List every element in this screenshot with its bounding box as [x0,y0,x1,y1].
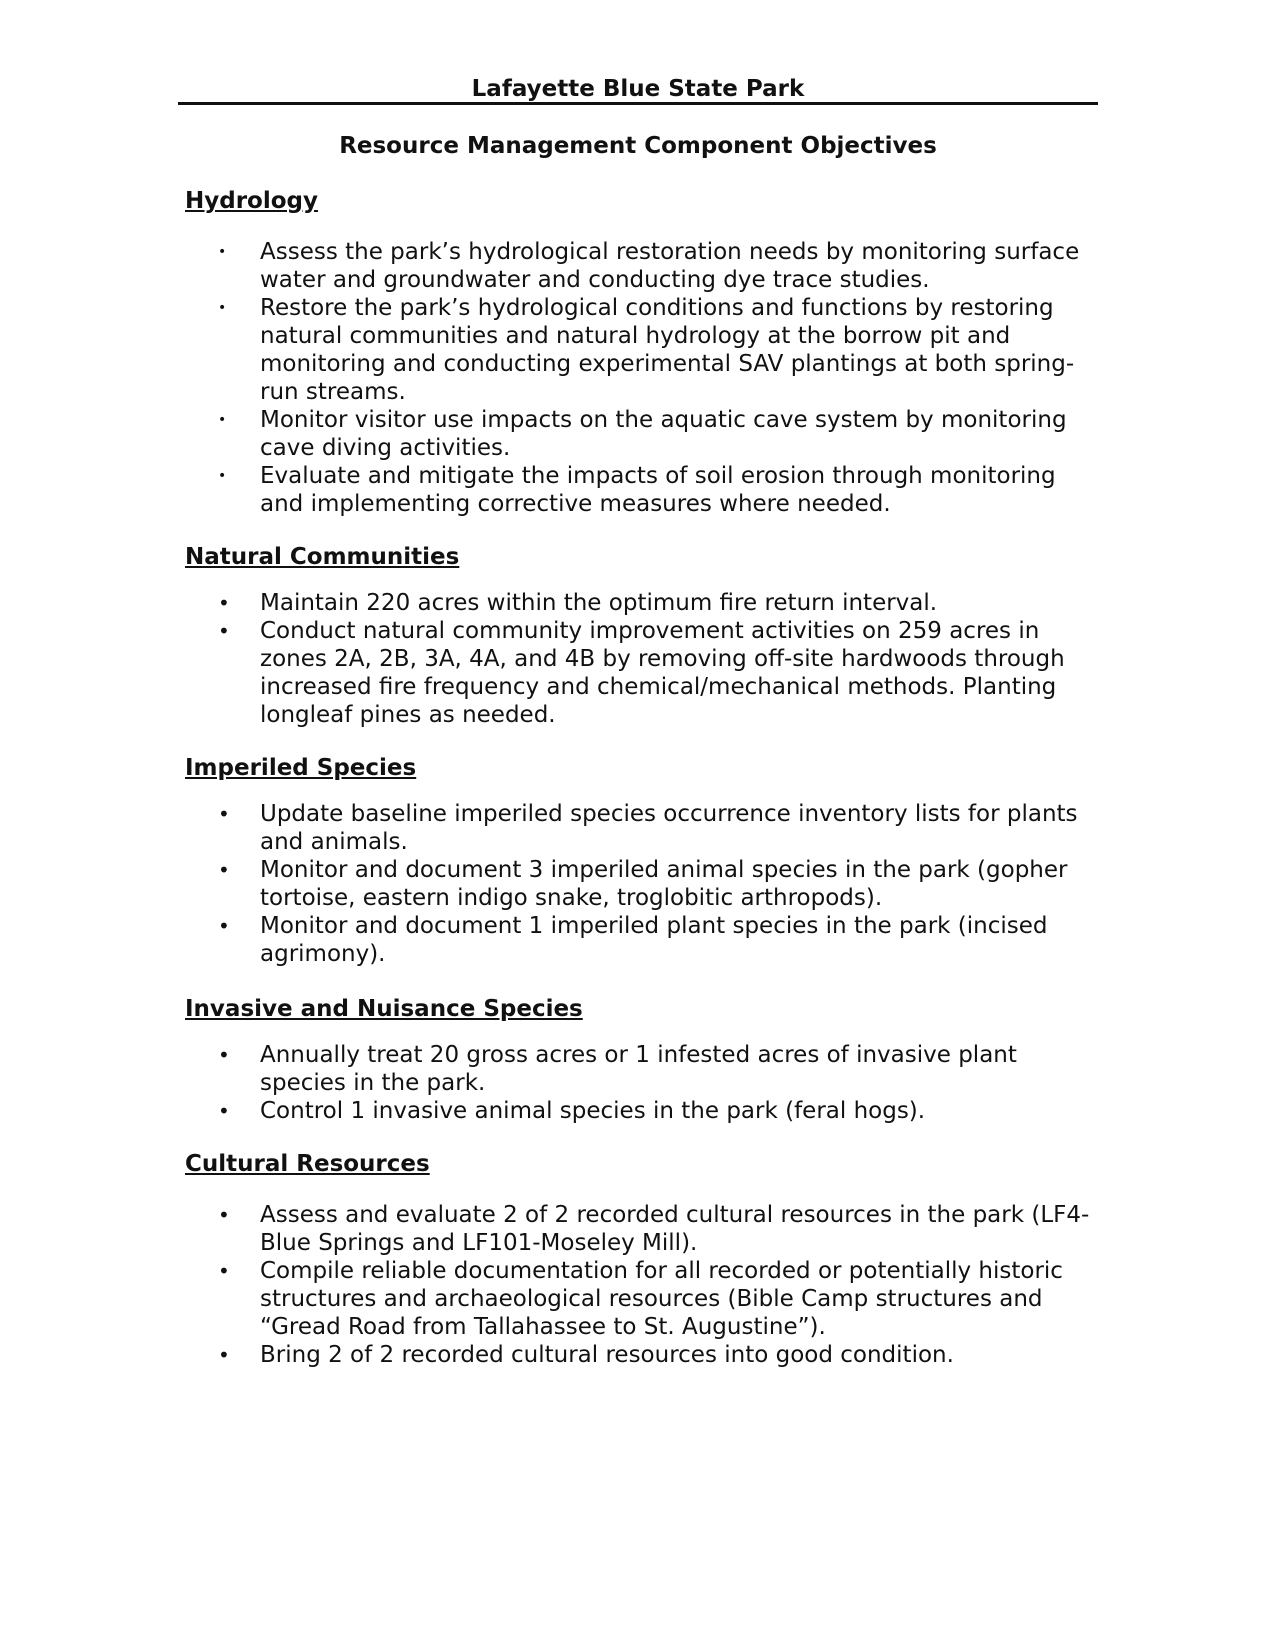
list-item-text: Monitor visitor use impacts on the aquatic cave system by monitoring cave diving activities. [260,407,1067,461]
section-natural-communities [185,542,1105,729]
bullet-icon: • [218,802,230,826]
bullet-icon: • [218,1203,230,1227]
bullet-icon: • [218,1259,230,1283]
list-item [185,800,1105,856]
bullet-list-natural-communities [185,589,1105,729]
bullet-icon: • [218,591,230,615]
document-title: Lafayette Blue State Park [471,76,805,102]
bullet-list-hydrology [185,238,1105,518]
bullet-icon: • [218,1343,230,1367]
document-subtitle: Resource Management Component Objectives [339,133,937,159]
section-heading-cultural-resources: Cultural Resources [185,1151,430,1177]
section-invasive-nuisance-species [185,994,1105,1125]
list-item-text: Control 1 invasive animal species in the park (feral hogs). [260,1098,926,1124]
list-item-text: Restore the park’s hydrological conditions and functions by restoring natural communities and natural hydrology at the borrow pit and monitoring and conducting experimental SAV plantings at both spring-run streams. [260,295,1075,405]
list-item-text: Annually treat 20 gross acres or 1 infested acres of invasive plant species in the park. [260,1042,1017,1096]
list-item-text: Assess and evaluate 2 of 2 recorded cultural resources in the park (LF4-Blue Springs and LF101-Moseley Mill). [260,1202,1090,1256]
list-item [185,589,1105,617]
bullet-list-cultural-resources [185,1201,1105,1369]
list-item [185,1257,1105,1341]
bullet-icon: • [218,914,230,938]
list-item [185,1201,1105,1257]
list-item [185,617,1105,729]
list-item [185,238,1105,294]
list-item-text: Monitor and document 1 imperiled plant species in the park (incised agrimony). [260,913,1048,967]
section-heading-invasive-nuisance-species: Invasive and Nuisance Species [185,996,583,1022]
list-item-text: Evaluate and mitigate the impacts of soil erosion through monitoring and implementing corrective measures where needed. [260,463,1056,517]
list-item-text: Assess the park’s hydrological restoration needs by monitoring surface water and groundwater and conducting dye trace studies. [260,239,1080,293]
bullet-icon: • [218,1043,230,1067]
list-item [185,294,1105,406]
bullet-icon: • [218,468,227,484]
document-body [185,186,1105,1369]
list-item-text: Compile reliable documentation for all recorded or potentially historic structures and archaeological resources (Bible Camp structures and “Gread Road from Tallahassee to St. Augustine”). [260,1258,1063,1340]
section-heading-hydrology: Hydrology [185,188,318,214]
section-hydrology [185,186,1105,518]
list-item [185,912,1105,968]
bullet-list-invasive-nuisance-species [185,1041,1105,1125]
list-item [185,1041,1105,1097]
list-item-text: Update baseline imperiled species occurrence inventory lists for plants and animals. [260,801,1078,855]
bullet-icon: • [218,1099,230,1123]
list-item-text: Monitor and document 3 imperiled animal species in the park (gopher tortoise, eastern indigo snake, troglobitic arthropods). [260,857,1068,911]
bullet-icon: • [218,300,227,316]
bullet-icon: • [218,412,227,428]
bullet-icon: • [218,244,227,260]
list-item-text: Maintain 220 acres within the optimum fire return interval. [260,590,938,616]
list-item-text: Bring 2 of 2 recorded cultural resources into good condition. [260,1342,954,1368]
section-heading-natural-communities: Natural Communities [185,544,460,570]
list-item [185,1341,1105,1369]
list-item [185,462,1105,518]
bullet-list-imperiled-species [185,800,1105,968]
section-heading-imperiled-species: Imperiled Species [185,755,417,781]
list-item [185,406,1105,462]
bullet-icon: • [218,619,230,643]
title-underline-rule [178,102,1098,105]
bullet-icon: • [218,858,230,882]
list-item [185,1097,1105,1125]
section-cultural-resources [185,1149,1105,1369]
list-item-text: Conduct natural community improvement activities on 259 acres in zones 2A, 2B, 3A, 4A, and 4B by removing off-site hardwoods through increased fire frequency and chemical/mechanical methods. Planting longleaf pines as needed. [260,618,1065,728]
list-item [185,856,1105,912]
section-imperiled-species [185,753,1105,968]
